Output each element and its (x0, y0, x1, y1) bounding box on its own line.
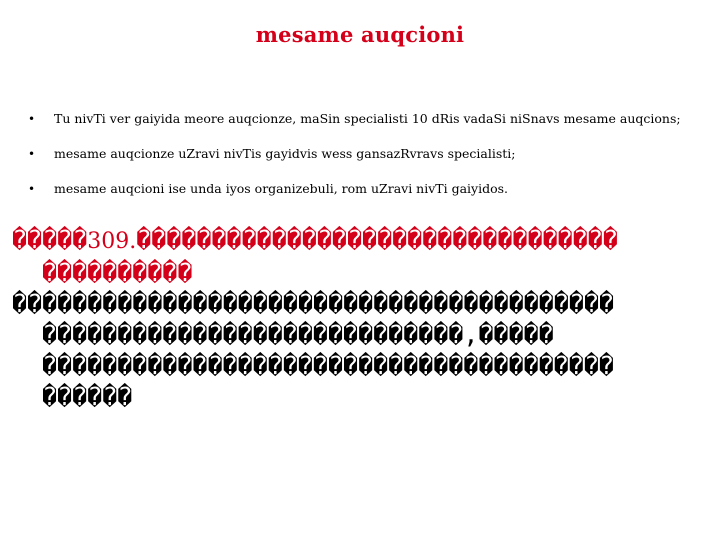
bullet-item (28, 104, 708, 139)
bullet-dot-icon: • (28, 147, 36, 161)
bullet-dot-icon: • (28, 112, 36, 126)
bullet-dot-icon: • (28, 182, 36, 196)
bullet-item (28, 174, 708, 209)
bullet-list (28, 104, 708, 209)
garbled-suffix: �������������������������������� (136, 225, 618, 254)
bullet-text: Tu nivTi ver gaiyida meore auqcionze, maSin specialisti 10 dRis vadaSi niSnavs mesame auqcions; (54, 111, 681, 126)
garbled-line: �������������������������������������� (42, 351, 614, 380)
slide-title: mesame auqcioni (255, 22, 465, 47)
bullet-text: mesame auqcioni ise unda iyos organizebuli, rom uZravi nivTi gaiyidos. (54, 181, 509, 196)
bullet-item (28, 139, 708, 174)
unrendered-text-block (12, 224, 718, 412)
garbled-line (12, 224, 718, 257)
garbled-line: ���������� (42, 258, 193, 287)
garbled-line: ���������������������������������������� (12, 289, 615, 318)
garbled-line: ����������������������������,����� (42, 320, 554, 349)
article-number: 309. (87, 229, 137, 254)
garbled-line: ������ (42, 382, 133, 411)
garbled-prefix: ����� (12, 225, 88, 254)
bullet-text: mesame auqcionze uZravi nivTis gayidvis wess gansazRvravs specialisti; (54, 146, 516, 161)
